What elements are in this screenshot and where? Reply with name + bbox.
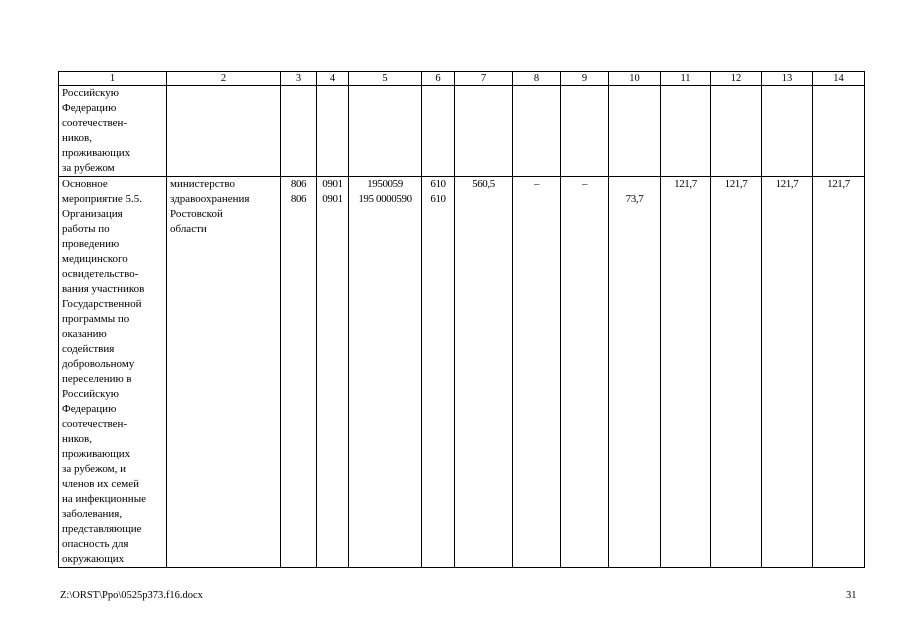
row1-cell-8 <box>513 86 561 177</box>
year-cell-9: – <box>561 177 609 568</box>
header-cell-13: 13 <box>762 72 813 86</box>
row1-cell-10 <box>609 86 661 177</box>
year-cell-13: 121,7 <box>762 177 813 568</box>
row1-cell-3 <box>281 86 317 177</box>
year-cell-12: 121,7 <box>711 177 762 568</box>
file-path-footer: Z:\ORST\Ppo\0525p373.f16.docx <box>60 590 203 601</box>
row1-description-cell: Российскую Федерацию соотечествен- ников, проживающих за рубежом <box>59 86 167 177</box>
header-cell-12: 12 <box>711 72 762 86</box>
row1-cell-2 <box>167 86 281 177</box>
column-number-row <box>59 72 865 86</box>
target-article-cell: 1950059 195 0000590 <box>349 177 422 568</box>
header-cell-3: 3 <box>281 72 317 86</box>
row1-cell-13 <box>762 86 813 177</box>
year-cell-11: 121,7 <box>661 177 711 568</box>
executor-cell: министерство здравоохранения Ростовской области <box>167 177 281 568</box>
page-number: 31 <box>846 590 857 601</box>
header-cell-10: 10 <box>609 72 661 86</box>
budget-table <box>58 71 865 568</box>
header-cell-2: 2 <box>167 72 281 86</box>
table-row <box>59 177 865 568</box>
header-cell-9: 9 <box>561 72 609 86</box>
year-cell-7: 560,5 <box>455 177 513 568</box>
row1-cell-6 <box>422 86 455 177</box>
measure-description-cell: Основное мероприятие 5.5. Организация работы по проведению медицинского освидетельство- вания участников Государственной программы по оказанию содействия добровольному переселению в Российскую Федерацию соотечествен- ников, проживающих за рубежом, и членов их семей на инфекционные заболевания, представляющие опасность для окружающих <box>59 177 167 568</box>
row1-cell-14 <box>813 86 865 177</box>
header-cell-5: 5 <box>349 72 422 86</box>
row1-cell-12 <box>711 86 762 177</box>
year-cell-10: 73,7 <box>609 177 661 568</box>
header-cell-1: 1 <box>59 72 167 86</box>
table-row <box>59 86 865 177</box>
header-cell-11: 11 <box>661 72 711 86</box>
section-code-cell: 0901 0901 <box>317 177 349 568</box>
row1-cell-7 <box>455 86 513 177</box>
row1-cell-9 <box>561 86 609 177</box>
row1-cell-4 <box>317 86 349 177</box>
year-cell-8: – <box>513 177 561 568</box>
header-cell-4: 4 <box>317 72 349 86</box>
header-cell-14: 14 <box>813 72 865 86</box>
header-cell-7: 7 <box>455 72 513 86</box>
expense-type-cell: 610 610 <box>422 177 455 568</box>
grbs-code-cell: 806 806 <box>281 177 317 568</box>
header-cell-8: 8 <box>513 72 561 86</box>
row1-cell-5 <box>349 86 422 177</box>
year-cell-14: 121,7 <box>813 177 865 568</box>
header-cell-6: 6 <box>422 72 455 86</box>
row1-cell-11 <box>661 86 711 177</box>
